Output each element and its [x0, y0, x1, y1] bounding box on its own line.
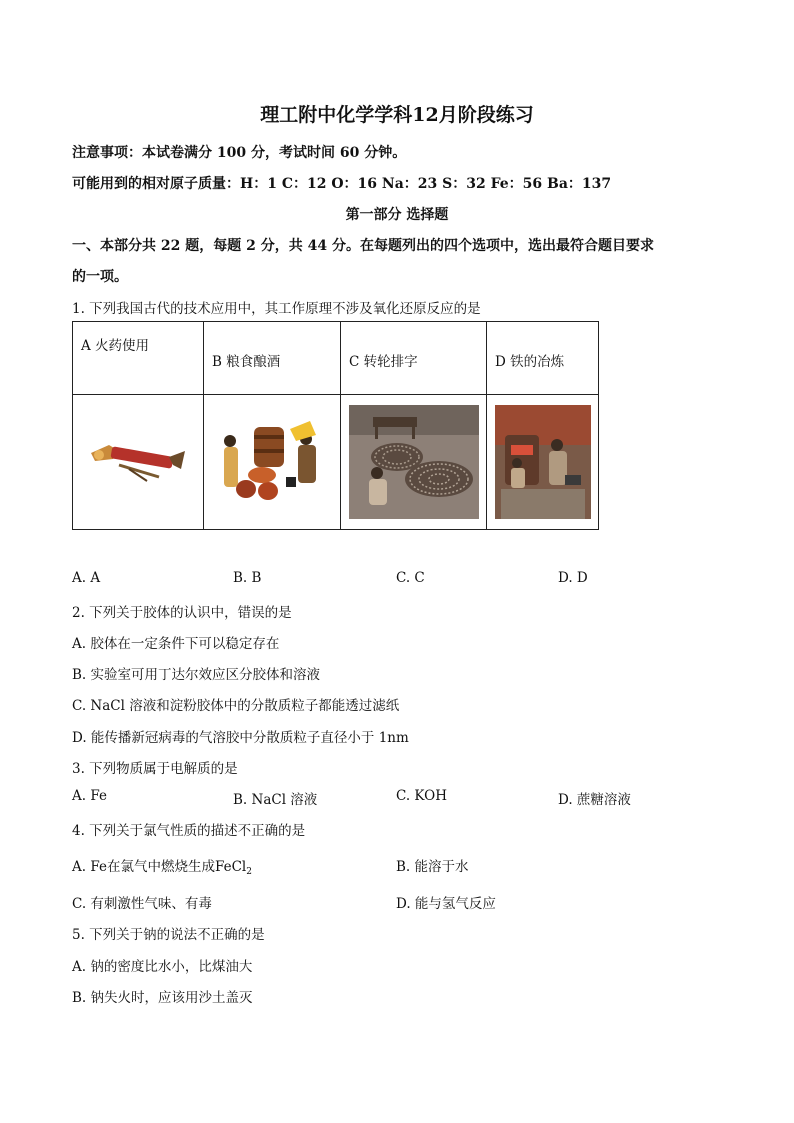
q1-option-c: C. C — [396, 570, 425, 586]
q1-cell-d-label: D 铁的冶炼 — [495, 354, 565, 370]
q1-cell-a-label: A 火药使用 — [81, 338, 150, 354]
gunpowder-rocket-image — [89, 435, 189, 485]
wine-brewing-image — [216, 419, 328, 505]
q2-option-a: A. 胶体在一定条件下可以稳定存在 — [72, 636, 280, 652]
q1-image-cell-d — [487, 395, 599, 530]
section-instructions-2: 的一项。 — [72, 269, 128, 285]
q3-option-b: B. NaCl 溶液 — [233, 792, 318, 808]
q1-image-cell-a — [73, 395, 204, 530]
movable-type-wheel-image — [349, 405, 479, 519]
q4-stem: 4. 下列关于氯气性质的描述不正确的是 — [72, 823, 306, 839]
q1-cell-b-label: B 粮食酿酒 — [212, 354, 281, 370]
q1-cell-d — [487, 322, 599, 395]
q1-stem: 1. 下列我国古代的技术应用中，其工作原理不涉及氧化还原反应的是 — [72, 301, 481, 317]
q2-stem: 2. 下列关于胶体的认识中，错误的是 — [72, 605, 292, 621]
q2-option-b: B. 实验室可用丁达尔效应区分胶体和溶液 — [72, 667, 321, 683]
q1-option-a: A. A — [72, 570, 101, 586]
q1-table — [72, 321, 599, 530]
q3-option-a: A. Fe — [72, 788, 107, 804]
q3-option-d: D. 蔗糖溶液 — [558, 792, 631, 808]
q2-option-d: D. 能传播新冠病毒的气溶胶中分散质粒子直径小于 1nm — [72, 730, 409, 746]
q1-cell-a — [73, 322, 204, 395]
iron-smelting-image — [495, 405, 591, 519]
q3-option-c: C. KOH — [396, 788, 447, 804]
page-title: 理工附中化学学科12月阶段练习 — [260, 104, 534, 126]
q5-option-b: B. 钠失火时，应该用沙土盖灭 — [72, 990, 253, 1006]
q4-option-b: B. 能溶于水 — [396, 859, 469, 875]
q5-stem: 5. 下列关于钠的说法不正确的是 — [72, 927, 265, 943]
q1-cell-c — [341, 322, 487, 395]
q3-stem: 3. 下列物质属于电解质的是 — [72, 761, 238, 777]
q4-option-a-subscript: 2 — [246, 867, 252, 877]
q1-image-cell-c — [341, 395, 487, 530]
atomic-mass-line: 可能用到的相对原子质量：H：1 C：12 O：16 Na：23 S：32 Fe：56 Ba：137 — [72, 176, 612, 192]
q2-option-c: C. NaCl 溶液和淀粉胶体中的分散质粒子都能透过滤纸 — [72, 698, 400, 714]
q1-option-b: B. B — [233, 570, 262, 586]
q1-option-d: D. D — [558, 570, 588, 586]
section-instructions-1: 一、本部分共 22 题，每题 2 分，共 44 分。在每题列出的四个选项中，选出最符合题目要求 — [72, 238, 654, 254]
q4-option-c: C. 有刺激性气味、有毒 — [72, 896, 212, 912]
q4-option-d: D. 能与氢气反应 — [396, 896, 496, 912]
notice: 注意事项：本试卷满分 100 分，考试时间 60 分钟。 — [72, 145, 407, 161]
part-heading: 第一部分 选择题 — [345, 207, 449, 223]
q1-cell-b — [204, 322, 341, 395]
q4-option-a-formula: FeCl — [214, 859, 247, 875]
q1-image-cell-b — [204, 395, 341, 530]
q5-option-a: A. 钠的密度比水小，比煤油大 — [72, 959, 253, 975]
q4-option-a — [72, 855, 252, 875]
q1-cell-c-label: C 转轮排字 — [349, 354, 418, 370]
q4-option-a-text: A. Fe在氯气中燃烧生成 — [72, 859, 215, 875]
